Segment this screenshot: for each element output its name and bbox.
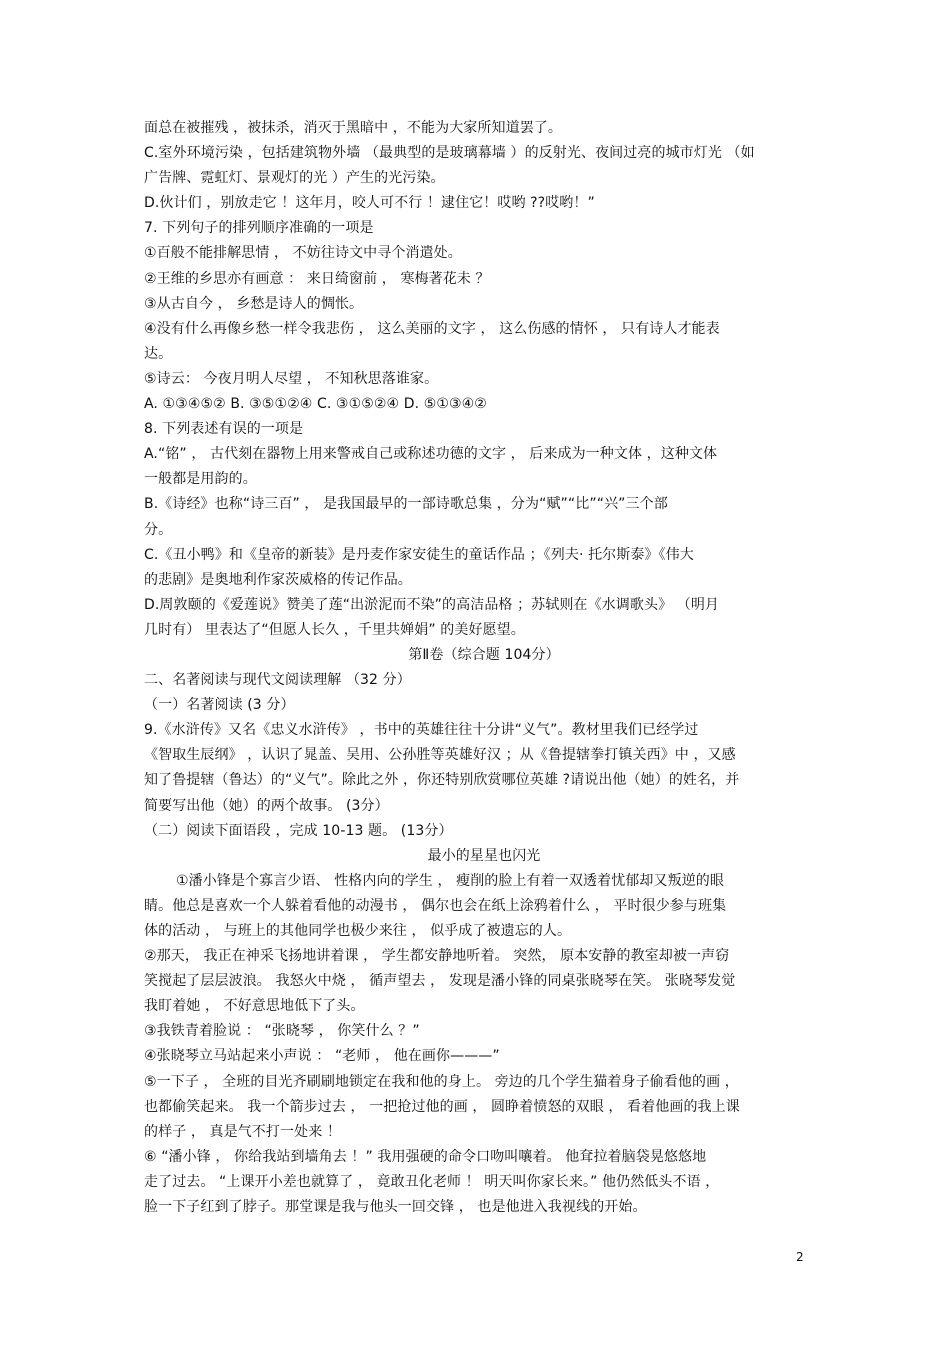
sentence-2: ②王维的乡思亦有画意 ： 来日绮窗前 ， 寒梅著花未 ？ (144, 270, 490, 287)
section-heading: 第Ⅱ卷（综合题 104分） (408, 646, 560, 663)
paragraph-3: ③我铁青着脸说 ： “张晓琴 ， 你笑什么 ？” (144, 1023, 420, 1040)
text-line: 我盯着她 ， 不好意思地低下了头。 (144, 998, 365, 1015)
option-c-line: C.《丑小鸭》和《皇帝的新装》是丹麦作家安徒生的童话作品 ；《列夫· 托尔斯泰》《伟大 (144, 546, 694, 563)
text-line: 体的活动 ， 与班上的其他同学也极少来往 ， 似乎成了被遗忘的人。 (144, 923, 572, 939)
text-line: 的样子 ， 真是气不打一处来 ！ (144, 1123, 341, 1140)
sentence-5: ⑤诗云： 今夜月明人尽望 ， 不知秋思落谁家。 (144, 370, 439, 387)
paragraph-2: ②那天， 我正在神采飞扬地讲着课 ， 学生都安静地听着。 突然， 原本安静的教室却被一声窃 (144, 948, 730, 965)
text-line: 简要写出他（她）的两个故事。 (3分） (144, 797, 389, 814)
paragraph-4: ④张晓琴立马站起来小声说 ： “老师 ， 他在画你———” (144, 1048, 500, 1065)
text-line: 也都偷笑起来。 我一个箭步过去 ， 一把抢过他的画 ， 圆睁着愤怒的双眼 ， 看着他画的我上课 (144, 1098, 740, 1115)
page-number: 2 (796, 1250, 804, 1264)
sentence-3: ③从古自今 ， 乡愁是诗人的惆怅。 (144, 295, 364, 312)
text-line: 《智取生辰纲》 ，认识了晁盖、吴用、公孙胜等英雄好汉 ；从《鲁提辖拳打镇关西》中 ，又感 (144, 747, 736, 764)
paragraph-5: ⑤一下子 ， 全班的目光齐刷刷地锁定在我和他的身上。 旁边的几个学生猫着身子偷看他的画 ， (144, 1073, 739, 1090)
article-title: 最小的星星也闪光 (427, 847, 541, 864)
page-body (144, 116, 824, 1220)
sentence-4: ④没有什么再像乡愁一样令我悲伤 ， 这么美丽的文字 ， 这么伤感的情怀 ， 只有诗人才能表 (144, 320, 720, 337)
text-line: 知了鲁提辖（鲁达）的“义气”。除此之外 ，你还特别欣赏哪位英雄 ?请说出他（她）的姓名，并 (144, 772, 740, 789)
text-line: 广告牌、霓虹灯、景观灯的光 ）产生的光污染。 (144, 170, 445, 187)
option-d-line: D.伙计们 ，别放走它 ！这年月，咬人可不行 ！逮住它！哎哟 ??哎哟！” (144, 195, 595, 212)
paragraph-6: ⑥ “潘小锋 ， 你给我站到墙角去 ！” 我用强硬的命令口吻叫嚷着。 他耷拉着脑袋晃悠悠地 (144, 1148, 707, 1165)
subsection-heading: （二）阅读下面语段 ，完成 10-13 题。 (13分） (144, 822, 453, 839)
text-line: 几时有） 里表达了“但愿人长久 ，千里共婵娟” 的美好愿望。 (144, 621, 525, 638)
question-7: 7. 下列句子的排列顺序准确的一项是 (144, 220, 374, 237)
option-a-line: A.“铭” ， 古代刻在器物上用来警戒自己或称述功德的文字 ， 后来成为一种文体 ，这种文体 (144, 446, 718, 463)
subsection-heading: （一）名著阅读 (3 分） (144, 697, 295, 714)
sentence-1: ①百般不能排解思情 ， 不妨往诗文中寻个消遣处。 (144, 245, 462, 262)
option-c-line: C.室外环境污染 ，包括建筑物外墙 （最典型的是玻璃幕墙 ）的反射光、夜间过亮的城市灯光 （如 (144, 145, 755, 162)
text-line: 分。 (144, 521, 173, 538)
option-d-line: D.周敦颐的《爱莲说》赞美了莲“出淤泥而不染”的高洁品格 ；苏轼则在《水调歌头》 （明月 (144, 596, 720, 613)
paragraph-1: ①潘小锋是个寡言少语、 性格内向的学生 ， 瘦削的脸上有着一双透着忧郁却又叛逆的眼 (176, 872, 724, 889)
text-line: 笑搅起了层层波浪。 我怒火中烧 ， 循声望去 ， 发现是潘小锋的同桌张晓琴在笑。 张晓琴发觉 (144, 973, 736, 990)
text-line: 睛。他总是喜欢一个人躲着看他的动漫书 ， 偶尔也会在纸上涂鸦着什么 ， 平时很少参与班集 (144, 897, 727, 914)
text-line: 走了过去。 “上课开小差也就算了 ， 竟敢丑化老师 ！ 明天叫你家长来。” 他仍然低头不语 ， (144, 1173, 720, 1190)
text-line: 一般都是用韵的。 (144, 471, 257, 488)
text-line: 脸一下子红到了脖子。那堂课是我与他头一回交锋 ， 也是他进入我视线的开始。 (144, 1199, 647, 1216)
answer-options-7: A. ①③④⑤② B. ③⑤①②④ C. ③①⑤②④ D. ⑤①③④② (144, 396, 487, 413)
part-heading: 二、名著阅读与现代文阅读理解 （32 分） (144, 672, 411, 689)
text-line: 面总在被摧残 ，被抹杀，消灭于黑暗中 ，不能为大家所知道罢了。 (144, 120, 562, 136)
text-line: 达。 (144, 345, 173, 362)
text-line: 的悲剧》是奥地利作家茨威格的传记作品。 (144, 571, 412, 588)
option-b-line: B.《诗经》也称“诗三百” ， 是我国最早的一部诗歌总集 ，分为“赋”“比”“兴”三个部 (144, 496, 668, 513)
question-9: 9.《水浒传》又名《忠义水浒传》 ，书中的英雄往往十分讲“义气”。教材里我们已经学过 (144, 722, 699, 739)
question-8: 8. 下列表述有误的一项是 (144, 421, 304, 438)
